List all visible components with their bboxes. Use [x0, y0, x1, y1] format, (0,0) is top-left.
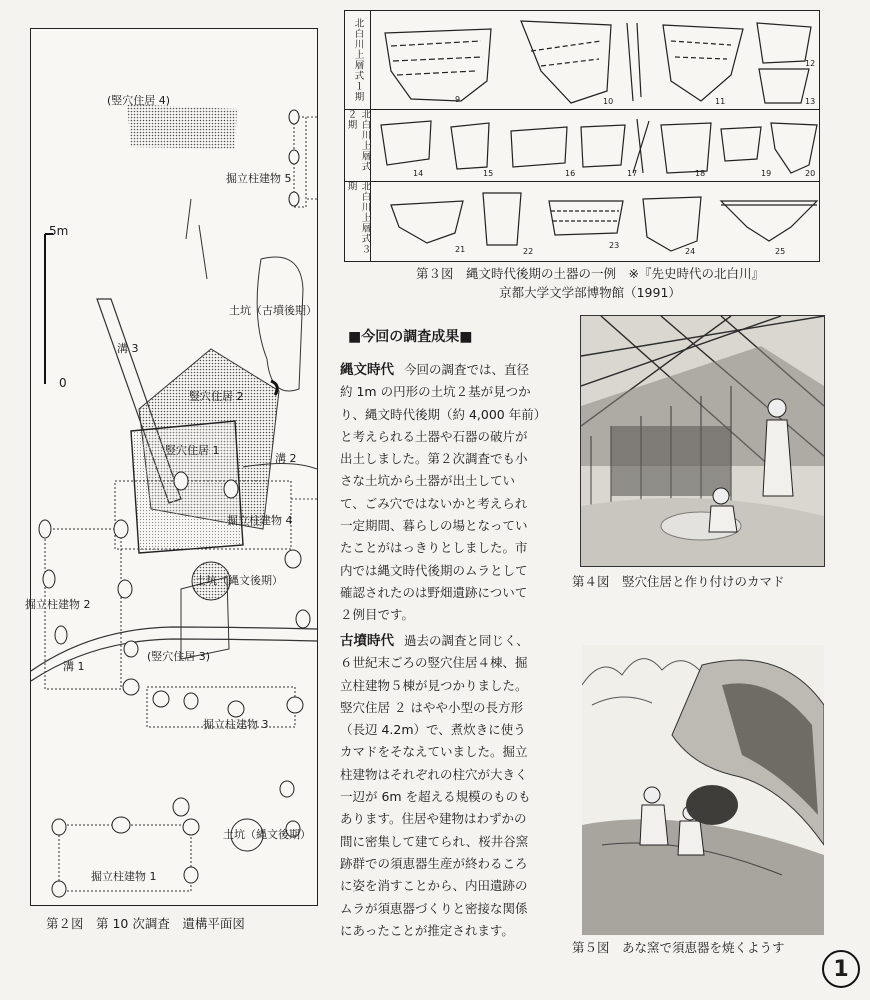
pottery-number: 17 [627, 169, 638, 178]
pottery-row-label: 北白川上層式２期 [345, 109, 371, 181]
jomon-line: 出土しました。第２次調査でも小 [340, 451, 528, 467]
kofun-line: 過去の調査と同じく、 [404, 633, 529, 648]
jomon-line: 今回の調査では、直径 [404, 362, 530, 377]
pottery-figure [344, 10, 820, 262]
pottery-number: 13 [805, 97, 816, 106]
pottery-number: 12 [805, 59, 816, 68]
figure-4-caption: 第４図 竪穴住居と作り付けのカマド [572, 574, 785, 589]
pottery-number: 18 [695, 169, 706, 178]
label-pillar-building-3: 掘立柱建物 3 [203, 718, 269, 731]
jomon-line: 一定期間、暮らしの場となってい [340, 518, 528, 534]
kofun-line: 跡群での須恵器生産が終わるころ [340, 855, 528, 871]
kofun-line: にあったことが推定されます。 [340, 922, 514, 938]
pottery-row-1 [345, 11, 819, 110]
kofun-line: 柱建物はそれぞれの柱穴が大きく [340, 766, 528, 782]
pottery-row-3 [345, 181, 819, 261]
jomon-line: 約 1m の円形の土坑２基が見つか [340, 384, 531, 400]
site-plan [25, 28, 318, 906]
jomon-line: さな土坑から土器が出土してい [340, 473, 516, 489]
label-pillar-building-2: 掘立柱建物 2 [25, 598, 91, 611]
label-pit-kofun: 土坑（古墳後期） [229, 304, 317, 317]
pottery-number: 9 [455, 95, 461, 104]
pottery-number: 23 [609, 241, 620, 250]
pottery-number: 11 [715, 97, 726, 106]
figure-5-caption: 第５図 あな窯で須恵器を焼くようす [572, 940, 785, 955]
scale-label-bottom: 0 [59, 376, 67, 390]
pottery-number: 16 [565, 169, 576, 178]
kofun-line: 間に密集して建てられ、桜井谷窯 [340, 833, 529, 849]
kofun-paragraph [340, 630, 568, 942]
label-pit-jomon-1: 土坑（縄文後期） [195, 574, 283, 587]
label-pillar-building-1: 掘立柱建物 1 [91, 870, 157, 883]
jomon-line: と考えられる土器や石器の破片が [340, 428, 528, 444]
kiln-illustration [582, 645, 824, 935]
pottery-number: 21 [455, 245, 466, 254]
pottery-number: 14 [413, 169, 424, 178]
pottery-row-2 [345, 109, 819, 182]
kofun-line: 立柱建物５棟が見つかりました。 [340, 677, 528, 693]
pottery-number: 10 [603, 97, 614, 106]
figure-3-caption-line-2: 京都大学文学部博物館（1991） [499, 285, 681, 300]
jomon-line: たことがはっきりとしました。市 [340, 540, 528, 556]
kofun-line: 一辺が 6m を超える規模のものも [340, 789, 531, 805]
label-ditch-1: 溝 1 [63, 660, 85, 673]
kofun-line: ６世紀末ごろの竪穴住居４棟、掘 [340, 655, 528, 671]
page-number: 1 [822, 950, 860, 988]
pottery-number: 20 [805, 169, 816, 178]
figure-2-caption: 第２図 第 10 次調査 遺構平面図 [46, 916, 245, 931]
jomon-first-line [340, 359, 568, 381]
pottery-number: 24 [685, 247, 696, 256]
kofun-line: ムラが須恵器づくりと密接な関係 [340, 900, 528, 916]
pottery-row-2-drawings [371, 109, 819, 181]
pottery-number: 19 [761, 169, 772, 178]
pottery-row-1-drawings [371, 11, 819, 109]
pottery-number: 15 [483, 169, 494, 178]
jomon-line: 内では縄文時代後期のムラとして [340, 562, 528, 578]
pit-dwelling-drawing [581, 316, 824, 566]
article-heading: ■今回の調査成果■ [348, 329, 473, 345]
kofun-period-title: 古墳時代 [340, 633, 394, 649]
label-pillar-building-5: 掘立柱建物 5 [226, 172, 292, 185]
pottery-number: 25 [775, 247, 786, 256]
kofun-line: あります。住居や建物はわずかの [340, 811, 527, 827]
figure-3-caption [370, 264, 810, 302]
kiln-drawing [582, 645, 824, 935]
label-pit-house-3: (竪穴住居 3) [147, 650, 211, 663]
jomon-line: 確認されたのは野畑遺跡について [340, 584, 528, 600]
kofun-line: 竪穴住居 ２ はやや小型の長方形 [340, 699, 523, 715]
pottery-row-label: 北白川上層式３期 [345, 181, 371, 261]
kofun-first-line [340, 630, 568, 652]
label-pillar-building-4: 掘立柱建物 4 [227, 514, 293, 527]
label-pit-house-4: (竪穴住居 4) [107, 94, 171, 107]
site-plan-drawing [31, 29, 317, 905]
jomon-line: て、ごみ穴ではないかと考えられ [340, 495, 528, 511]
pottery-number: 22 [523, 247, 534, 256]
jomon-paragraph [340, 359, 568, 627]
jomon-period-title: 縄文時代 [340, 362, 394, 378]
label-pit-house-1: 竪穴住居 1 [165, 444, 220, 457]
figure-3-caption-line-1: 第３図 縄文時代後期の土器の一例 ※『先史時代の北白川』 [416, 266, 764, 281]
kofun-line: カマドをそなえていました。掘立 [340, 744, 528, 760]
jomon-line: り、縄文時代後期（約 4,000 年前） [340, 406, 547, 422]
label-ditch-2: 溝 2 [275, 452, 297, 465]
jomon-line: ２例目です。 [340, 607, 415, 623]
kofun-line: （長辺 4.2m）で、煮炊きに使う [340, 722, 526, 738]
scale-label-top: 5m [49, 224, 69, 238]
label-pit-house-2: 竪穴住居 2 [189, 390, 244, 403]
pottery-row-label: 北白川上層式１期 [345, 11, 371, 109]
pottery-row-3-drawings [371, 181, 819, 261]
kofun-line: に姿を消すことから、内田遺跡の [340, 878, 528, 894]
pit-dwelling-illustration [580, 315, 825, 567]
label-ditch-3: 溝 3 [117, 342, 139, 355]
label-pit-jomon-2: 土坑（縄文後期） [223, 828, 311, 841]
